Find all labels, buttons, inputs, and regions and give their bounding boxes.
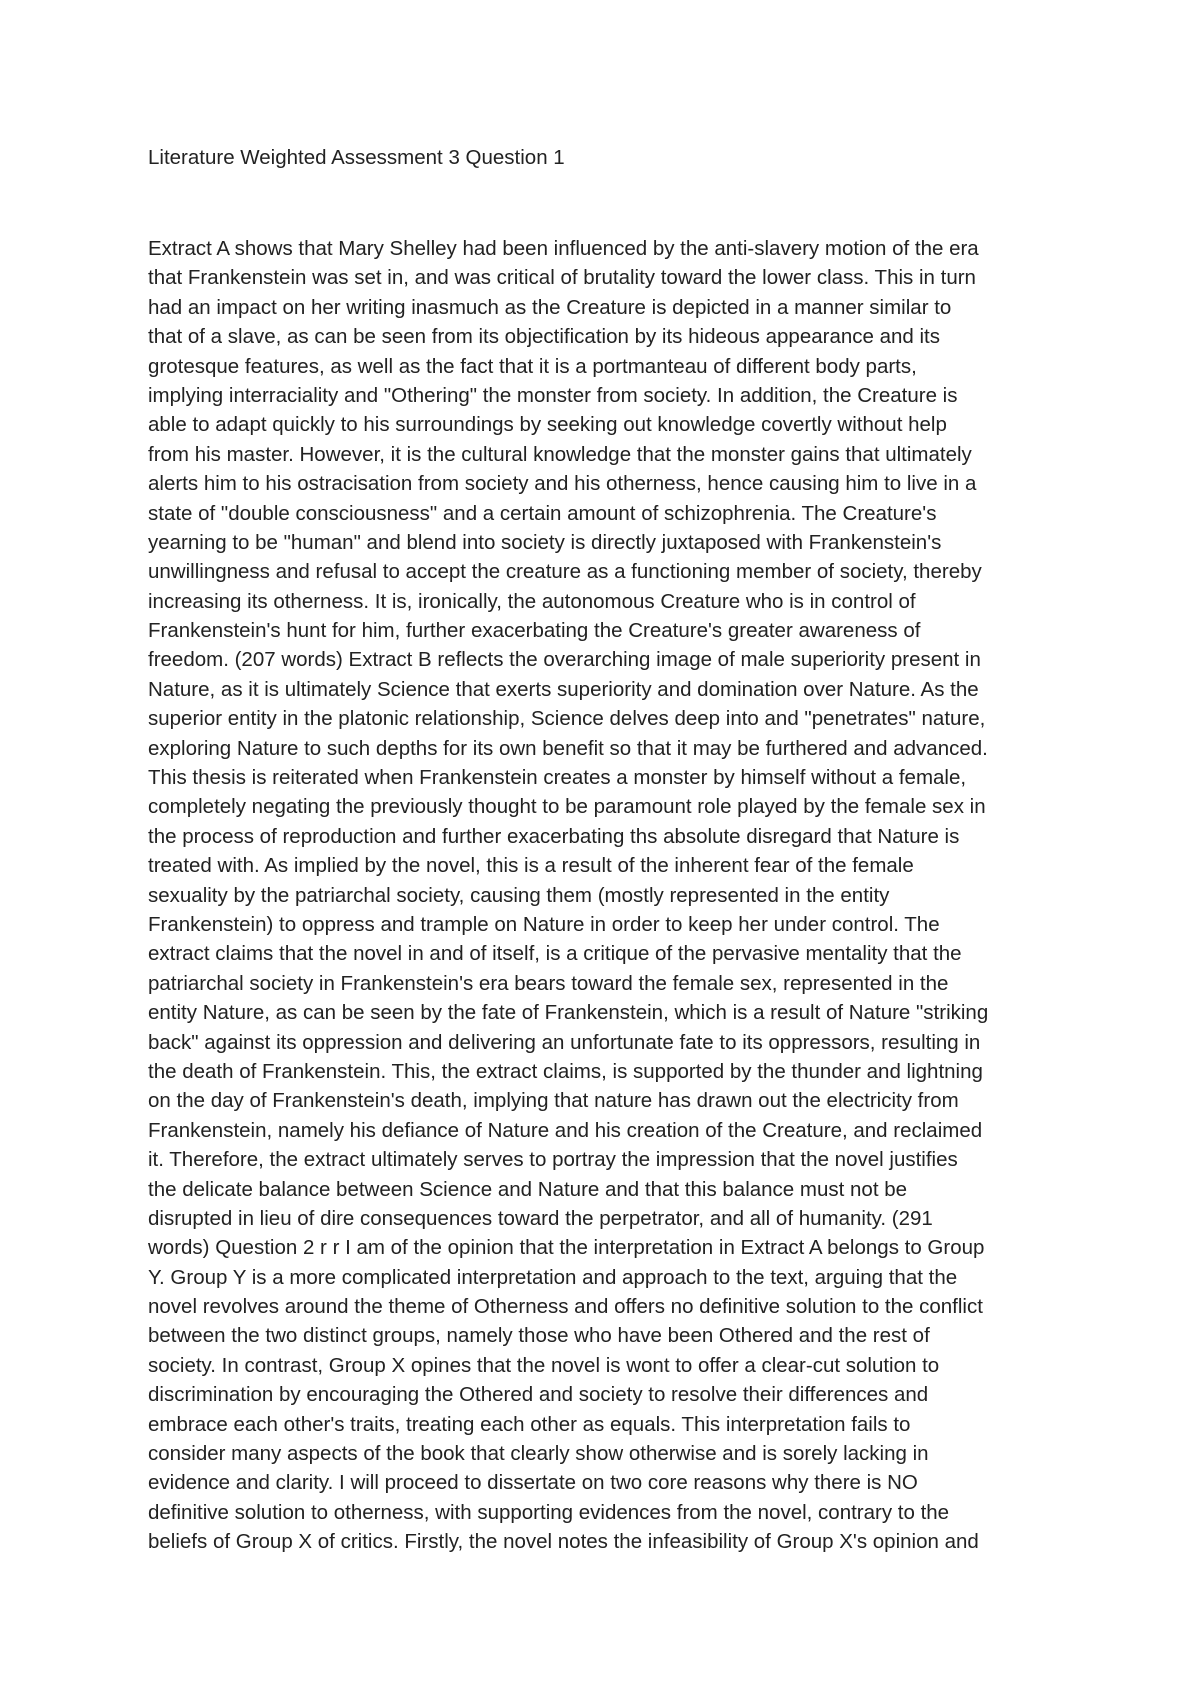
text-line: Frankenstein) to oppress and trample on Nature in order to keep her under control. The [148, 912, 940, 936]
text-line: consider many aspects of the book that clearly show otherwise and is sorely lacking in [148, 1442, 929, 1466]
text-line: state of "double consciousness" and a certain amount of schizophrenia. The Creature's [148, 501, 937, 525]
text-line: evidence and clarity. I will proceed to dissertate on two core reasons why there is NO [148, 1471, 918, 1495]
text-line: Y. Group Y is a more complicated interpretation and approach to the text, arguing that the [148, 1265, 958, 1289]
text-line: words) Question 2 r r I am of the opinion that the interpretation in Extract A belongs to Group [148, 1236, 985, 1260]
page-title: Literature Weighted Assessment 3 Question 1 [148, 146, 565, 169]
text-line: unwillingness and refusal to accept the creature as a functioning member of society, thereby [148, 560, 982, 584]
text-line: Extract A shows that Mary Shelley had been influenced by the anti-slavery motion of the era [148, 237, 979, 260]
text-line: completely negating the previously thought to be paramount role played by the female sex in [148, 795, 986, 819]
text-line: on the day of Frankenstein's death, implying that nature has drawn out the electricity from [148, 1089, 959, 1113]
text-line: Frankenstein's hunt for him, further exacerbating the Creature's greater awareness of [148, 619, 921, 643]
text-line: patriarchal society in Frankenstein's era bears toward the female sex, represented in the [148, 971, 949, 995]
text-line: the delicate balance between Science and Nature and that this balance must not be [148, 1177, 908, 1201]
text-line: Frankenstein, namely his defiance of Nature and his creation of the Creature, and reclaimed [148, 1118, 983, 1142]
text-line: between the two distinct groups, namely those who have been Othered and the rest of [148, 1324, 930, 1348]
text-line: back" against its oppression and delivering an unfortunate fate to its oppressors, resulting in [148, 1030, 981, 1054]
text-line: implying interraciality and "Othering" the monster from society. In addition, the Creature is [148, 383, 958, 407]
text-line: This thesis is reiterated when Frankenstein creates a monster by himself without a female, [148, 766, 967, 790]
text-line: society. In contrast, Group X opines that the novel is wont to offer a clear-cut solution to [148, 1353, 940, 1377]
text-line: freedom. (207 words) Extract B reflects the overarching image of male superiority present in [148, 648, 981, 672]
text-line: definitive solution to otherness, with supporting evidences from the novel, contrary to the [148, 1500, 950, 1524]
text-line: embrace each other's traits, treating each other as equals. This interpretation fails to [148, 1412, 911, 1436]
text-line: entity Nature, as can be seen by the fate of Frankenstein, which is a result of Nature "striking [148, 1001, 989, 1025]
text-line: Nature, as it is ultimately Science that exerts superiority and domination over Nature. As the [148, 677, 979, 701]
text-line: the process of reproduction and further exacerbating ths absolute disregard that Nature is [148, 824, 960, 848]
text-line: that of a slave, as can be seen from its objectification by its hideous appearance and its [148, 325, 940, 349]
text-line: novel revolves around the theme of Otherness and offers no definitive solution to the conflict [148, 1295, 983, 1319]
text-line: had an impact on her writing inasmuch as the Creature is depicted in a manner similar to [148, 295, 952, 319]
text-line: yearning to be "human" and blend into society is directly juxtaposed with Frankenstein's [148, 530, 942, 554]
text-line: alerts him to his ostracisation from society and his otherness, hence causing him to live in a [148, 472, 977, 496]
text-line: increasing its otherness. It is, ironically, the autonomous Creature who is in control of [148, 589, 916, 613]
text-line: from his master. However, it is the cultural knowledge that the monster gains that ultimately [148, 442, 972, 466]
text-line: superior entity in the platonic relationship, Science delves deep into and "penetrates" nature, [148, 707, 986, 731]
text-line: discrimination by encouraging the Othered and society to resolve their differences and [148, 1383, 929, 1407]
text-line: able to adapt quickly to his surroundings by seeking out knowledge covertly without help [148, 413, 947, 437]
text-line: beliefs of Group X of critics. Firstly, the novel notes the infeasibility of Group X's opinion and [148, 1530, 979, 1554]
text-line: extract claims that the novel in and of itself, is a critique of the pervasive mentality that the [148, 942, 962, 966]
text-line: treated with. As implied by the novel, this is a result of the inherent fear of the female [148, 854, 914, 878]
body-text [148, 234, 1068, 1557]
text-line: grotesque features, as well as the fact that it is a portmanteau of different body parts, [148, 354, 917, 378]
text-line: that Frankenstein was set in, and was critical of brutality toward the lower class. This in turn [148, 266, 976, 290]
text-line: exploring Nature to such depths for its own benefit so that it may be furthered and advanced. [148, 736, 988, 760]
text-line: it. Therefore, the extract ultimately serves to portray the impression that the novel justifies [148, 1148, 958, 1172]
text-line: the death of Frankenstein. This, the extract claims, is supported by the thunder and lightning [148, 1059, 983, 1083]
text-line: disrupted in lieu of dire consequences toward the perpetrator, and all of humanity. (291 [148, 1206, 933, 1230]
text-line: sexuality by the patriarchal society, causing them (mostly represented in the entity [148, 883, 890, 907]
